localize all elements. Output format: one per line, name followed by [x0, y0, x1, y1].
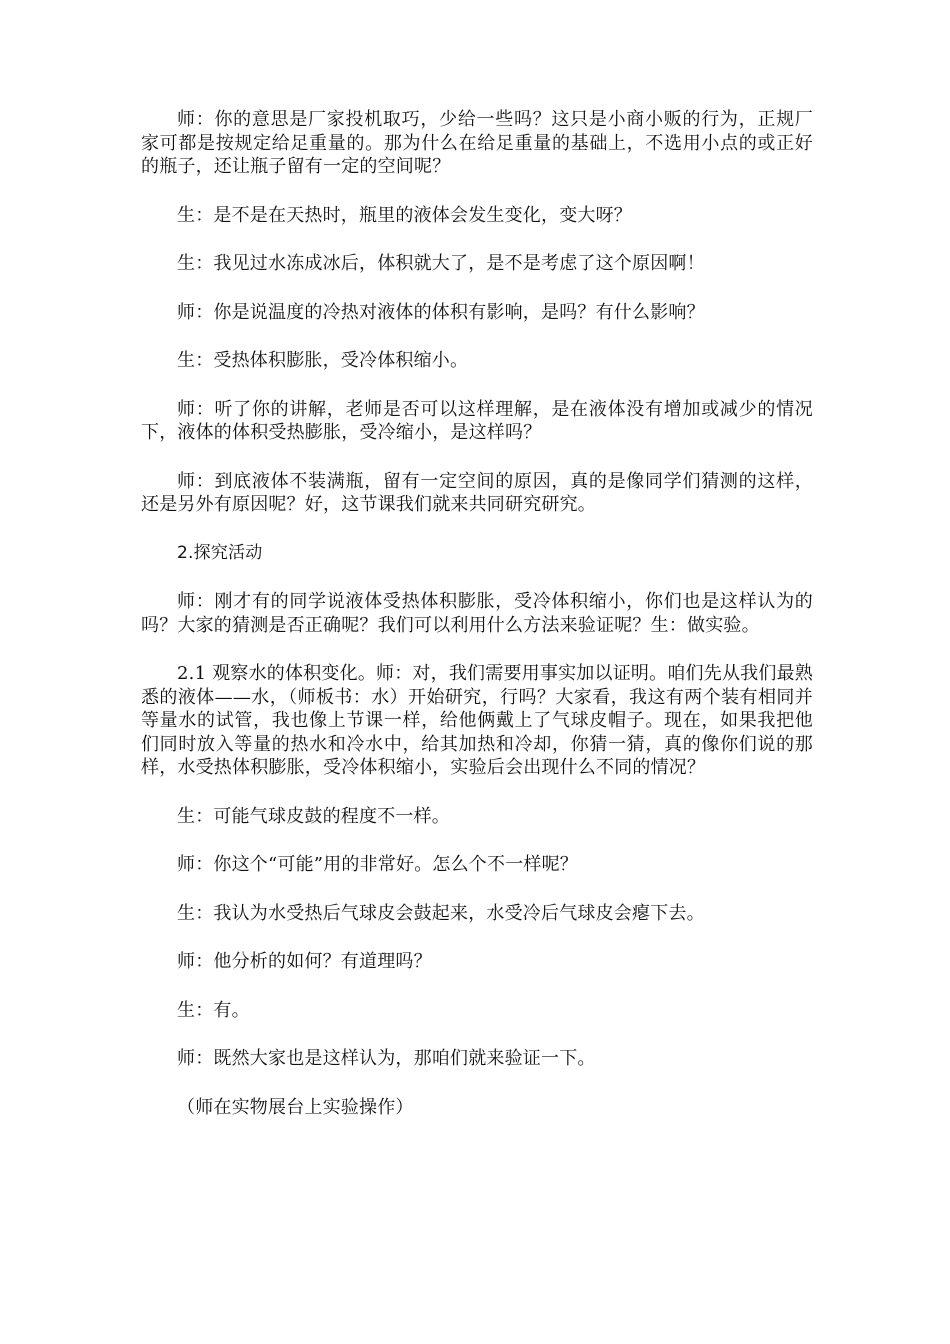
paragraph: 生：我见过水冻成冰后，体积就大了，是不是考虑了这个原因啊！	[177, 253, 705, 274]
paragraph: 师：听了你的讲解，老师是否可以这样理解，是在液体没有增加或减少的情况下，液体的体积受热膨胀，受冷缩小，是这样吗？	[141, 398, 813, 443]
paragraph: 2.1 观察水的体积变化。师：对，我们需要用事实加以证明。咱们先从我们最熟悉的液体——水，（师板书：水）开始研究，行吗？大家看，我这有两个装有相同并等量水的试管，我也像上节课一样，给他俩戴上了气球皮帽子。现在，如果我把他们同时放入等量的热水和冷水中，给其加热和冷却，你猜一猜，真的像你们说的那样，水受热体积膨胀，受冷体积缩小，实验后会出现什么不同的情况？	[141, 663, 813, 778]
paragraph: 生：可能气球皮鼓的程度不一样。	[177, 805, 450, 827]
paragraph: 师：你的意思是厂家投机取巧，少给一些吗？这只是小商小贩的行为，正规厂家可都是按规定给足重量的。那为什么在给足重量的基础上，不选用小点的或正好的瓶子，还让瓶子留有一定的空间呢？	[141, 109, 813, 177]
paragraph: 生：受热体积膨胀，受冷体积缩小。	[177, 350, 469, 371]
paragraph: 师：他分析的如何？有道理吗？	[177, 951, 432, 972]
section-heading: 2.探究活动	[177, 542, 263, 563]
paragraph: （师在实物展台上实验操作）	[177, 1096, 414, 1118]
document-page	[141, 108, 813, 1144]
paragraph: 师：既然大家也是这样认为，那咱们就来验证一下。	[177, 1048, 596, 1069]
paragraph: 生：有。	[177, 999, 250, 1021]
paragraph: 师：你是说温度的冷热对液体的体积有影响，是吗？有什么影响？	[177, 301, 705, 323]
paragraph: 师：刚才有的同学说液体受热体积膨胀，受冷体积缩小，你们也是这样认为的吗？大家的猜测是否正确呢？我们可以利用什么方法来验证呢？生：做实验。	[141, 591, 813, 636]
paragraph: 生：是不是在天热时，瓶里的液体会发生变化，变大呀？	[177, 204, 632, 226]
paragraph: 师：你这个“可能”用的非常好。怎么个不一样呢？	[177, 854, 579, 875]
paragraph: 生：我认为水受热后气球皮会鼓起来，水受冷后气球皮会瘪下去。	[177, 902, 705, 924]
paragraph: 师：到底液体不装满瓶，留有一定空间的原因，真的是像同学们猜测的这样，还是另外有原因呢？好，这节课我们就来共同研究研究。	[141, 470, 813, 515]
